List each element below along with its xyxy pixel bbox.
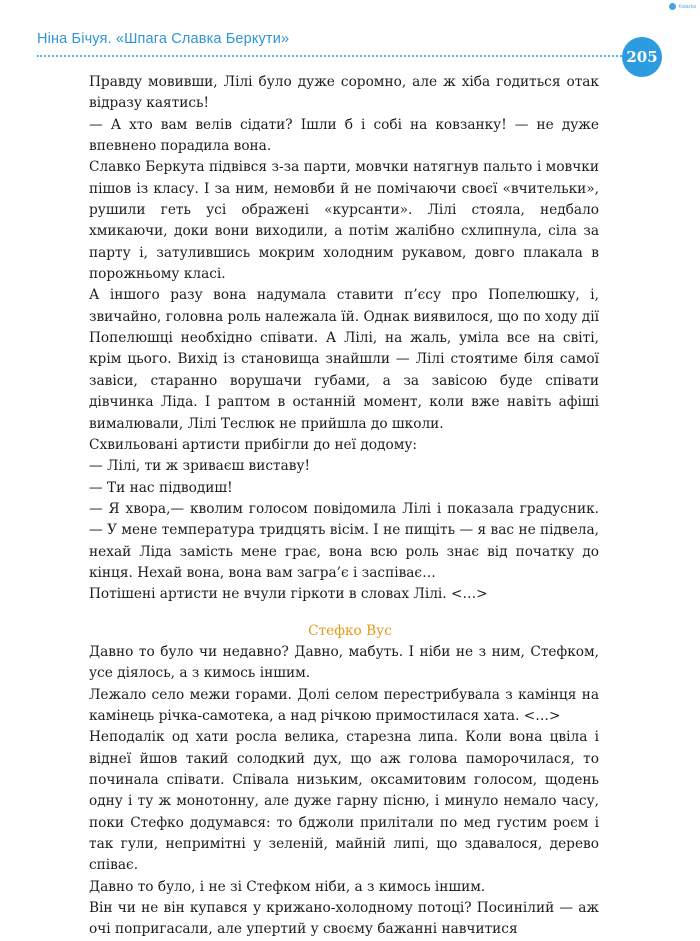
dialogue-line: — Ти нас підводиш! — [89, 479, 233, 496]
paragraph: Правду мовивши, Лілі було дуже соромно, але ж хіба годиться отак відразу каятись! — [89, 74, 599, 112]
paragraph: Давно то було чи недавно? Давно, мабуть. І ніби не з ним, Стефком, усе діялось, а з кимось іншим. — [89, 643, 599, 682]
paragraph: — А хто вам велів сідати? Ішли б і собі на ковзанку! — не дуже впевнено порадила вона. — [89, 116, 599, 155]
section-heading: Стефко Вус — [308, 622, 392, 639]
paragraph: Схвильовані артисти прибігли до неї додому: — [89, 436, 418, 453]
header-divider — [37, 55, 629, 57]
logo-text: Ksiazka — [678, 3, 696, 10]
paragraph: А іншого разу вона надумала ставити п’єсу про Попелюшку, і, звичайно, головна роль належала їй. Однак виявилося, що по ходу дії Попелюшці необхідно співати. А Лілі, на жаль, уміла все на світі, крім цього. Вихід із становища знайшли — Лілі стоятиме біля самої завіси, старанно ворушачи губами, а за завісою буде співати дівчинка Ліда. І раптом в останній момент, коли вже навіть афіші вималювали, Лілі Теслюк не прийшла до школи. — [89, 287, 599, 432]
paragraph: Славко Беркута підвівся з-за парти, мовчки натягнув пальто і мовчки пішов із класу. І за ним, немовби й не помічаючи своєї «вчительки», рушили геть усі ображені «курсанти». Лілі стояла, недбало хмикаючи, доки вони виходили, а потім жалібно схлипнула, сіла за парту і, затулившись мокрим холодним рукавом, довго плакала в порожньому класі. — [89, 159, 599, 283]
paragraph: — Я хвора,— кволим голосом повідомила Лілі і показала градусник.— У мене температура тридцять вісім. І не пищіть — я вас не підвела, нехай Ліда замість мене грає, вона всю роль знає від початку до кінця. Нехай вона, вона вам загра’є і заспіває… — [89, 500, 599, 581]
running-title: Ніна Бічуя. «Шпага Славка Беркути» — [37, 31, 290, 47]
text-column — [89, 72, 599, 941]
page-number-badge: 205 — [622, 37, 662, 77]
paragraph: Давно то було, і не зі Стефком ніби, а з кимось іншим. — [89, 878, 486, 895]
paragraph: Неподалік од хати росла велика, старезна липа. Коли вона цвіла і віднеї йшов такий солодкий дух, що аж голова паморочилася, то починала співати. Співала низьким, оксамитовим голосом, щодень одну і ту ж монотонну, але дуже гарну пісню, і минуло немало часу, поки Стефко додумався: то бджоли прилітали по мед густим роєм і так гули, непримітні у зеленій, майній липі, що здавалося, дерево співає. — [89, 729, 599, 874]
paragraph: Потішені артисти не вчули гіркоти в словах Лілі. <…> — [89, 586, 488, 603]
publisher-logo — [669, 3, 696, 10]
paragraph: Він чи не він купався у крижано-холодному потоці? Посинілий — аж очі попригасали, але упертий у своєму бажанні навчитися — [89, 900, 599, 938]
logo-icon — [669, 3, 676, 10]
dialogue-line: — Лілі, ти ж зриваєш виставу! — [89, 458, 311, 475]
paragraph: Лежало село межи горами. Долі селом перестрибувала з камінця на камінець річка-самотека, а над річкою примостилася хата. <…> — [89, 686, 599, 724]
